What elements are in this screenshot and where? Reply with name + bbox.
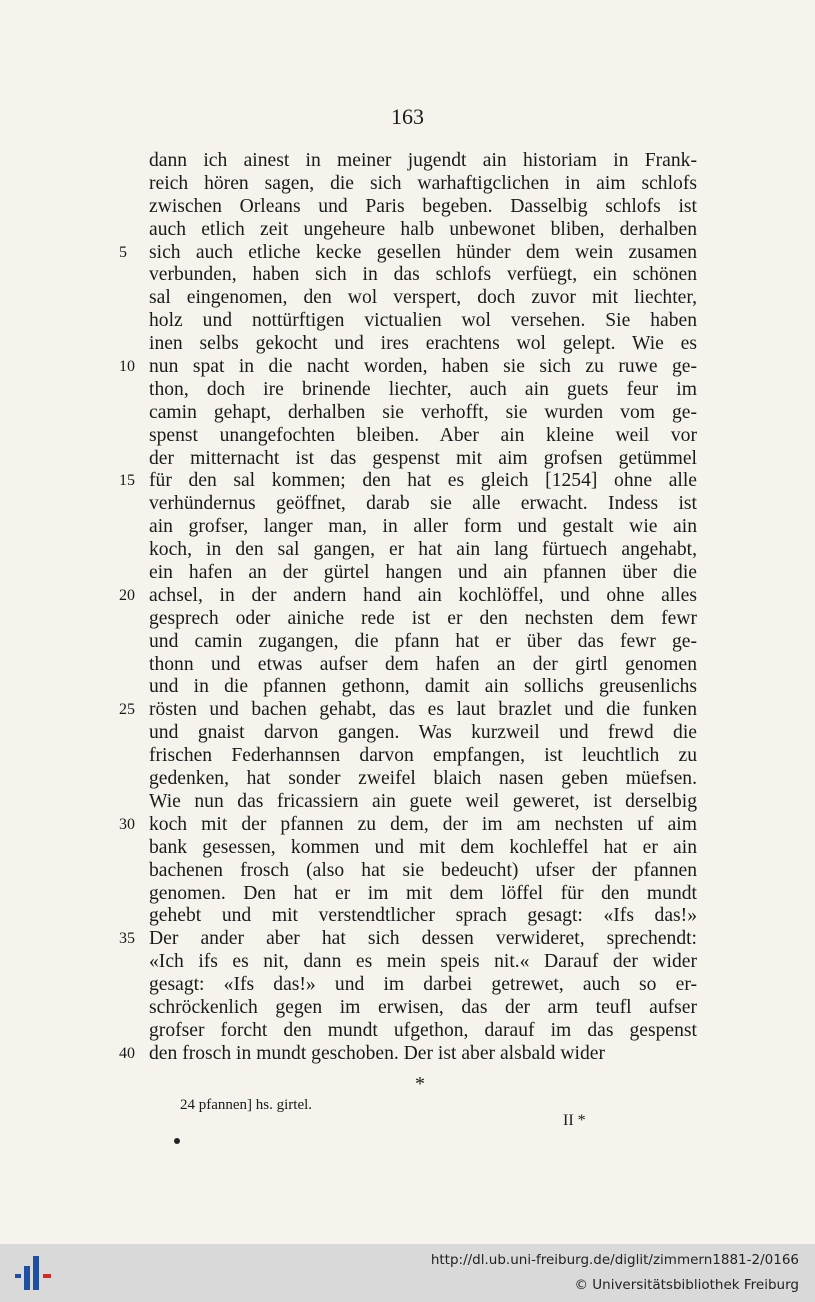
line-number: 20 bbox=[119, 586, 135, 604]
line-number: 25 bbox=[119, 701, 135, 719]
line-text: Wie nun das fricassiern ain guete weil gewеret, ist derselbig bbox=[149, 790, 697, 812]
text-line bbox=[149, 997, 697, 1020]
line-text: thon, doch ire brinende liechter, auch ain guets feur im bbox=[149, 378, 697, 400]
text-line bbox=[119, 928, 697, 951]
text-line bbox=[149, 860, 697, 883]
line-text: achsel, in der andern hand ain kochlöffel, und ohne alles bbox=[149, 584, 697, 606]
text-line bbox=[149, 1020, 697, 1043]
line-text: koch mit der pfannen zu dem, der im am nechsten uf aim bbox=[149, 813, 697, 835]
ink-speck bbox=[174, 1138, 180, 1144]
text-line bbox=[149, 333, 697, 356]
footnote: 24 pfannen] hs. girtel. bbox=[180, 1097, 313, 1113]
line-text: camin gehapt, derhalben sie verhofft, sie wurden vom ge- bbox=[149, 401, 697, 423]
text-line bbox=[119, 356, 697, 379]
text-line bbox=[149, 791, 697, 814]
text-line bbox=[149, 287, 697, 310]
footer-bar bbox=[0, 1244, 815, 1302]
text-line bbox=[149, 676, 697, 699]
text-line bbox=[149, 379, 697, 402]
text-line bbox=[149, 745, 697, 768]
text-line bbox=[149, 173, 697, 196]
text-line bbox=[149, 448, 697, 471]
line-text: und gnaist darvon gangen. Was kurzweil und frewd die bbox=[149, 722, 697, 744]
text-line bbox=[149, 196, 697, 219]
text-line bbox=[149, 883, 697, 906]
line-text: genomen. Den hat er im mit dem löffel für den mundt bbox=[149, 882, 697, 904]
text-line bbox=[149, 402, 697, 425]
text-line bbox=[119, 584, 697, 608]
text-line bbox=[149, 974, 697, 997]
text-line bbox=[149, 493, 697, 516]
line-text: gesprech oder ainiche rede ist er den nechsten dem fewr bbox=[149, 607, 697, 629]
text-line bbox=[149, 310, 697, 333]
line-text: sal eingenomen, den wol verspert, doch zuvor mit liechter, bbox=[149, 287, 697, 309]
line-text: schröckenlich gegen im erwisen, das der arm teufl aufser bbox=[149, 996, 697, 1018]
text-line bbox=[149, 562, 697, 585]
line-text: spenst unangefochten bleiben. Aber ain kleine weil vor bbox=[149, 424, 697, 446]
line-number: 10 bbox=[119, 358, 135, 376]
line-text: der mitternacht ist das gespenst mit aim grofsen getümmel bbox=[149, 447, 697, 469]
text-line bbox=[149, 150, 697, 173]
line-text: ain grofser, langer man, in aller form und gestalt wie ain bbox=[149, 516, 697, 538]
line-text: für den sal kommen; den hat es gleich [1254] ohne alle bbox=[149, 470, 697, 492]
line-text: gehebt und mit verstendtlicher sprach gesagt: «Ifs das!» bbox=[149, 905, 697, 927]
line-text: holz und nottürftigen victualien wol versehen. Sie haben bbox=[149, 310, 697, 332]
line-text: und camin zugangen, die pfann hat er über das fewr ge- bbox=[149, 630, 697, 652]
line-text: und in die pfannen gethonn, damit ain sollichs greusenlichs bbox=[149, 676, 697, 698]
line-number: 30 bbox=[119, 815, 135, 833]
line-text: rösten und bachen gehabt, das es laut brazlet und die funken bbox=[149, 699, 697, 721]
line-text: auch etlich zeit ungeheure halb unbewonet bliben, derhalben bbox=[149, 218, 697, 240]
line-text: zwischen Orleans und Paris begeben. Dasselbig schlofs ist bbox=[149, 195, 697, 217]
document-url-link[interactable]: http://dl.ub.uni-freiburg.de/diglit/zimmern1881-2/0166 bbox=[430, 1252, 799, 1268]
text-line bbox=[119, 813, 697, 837]
text-line bbox=[119, 241, 697, 265]
line-text: sich auch etliche kecke gesellen hünder dem wein zusamen bbox=[149, 241, 697, 263]
line-text: gesagt: «Ifs das!» und im darbei getrewet, auch so er- bbox=[149, 974, 697, 996]
text-line bbox=[149, 905, 697, 928]
text-line bbox=[149, 608, 697, 631]
line-text: nun spat in die nacht worden, haben sie sich zu ruwe ge- bbox=[149, 356, 697, 378]
line-text: Der ander aber hat sich dessen verwideret, sprechendt: bbox=[149, 928, 697, 950]
line-text: gedenken, hat sonder zweifel blaich nasen geben müefsen. bbox=[149, 768, 697, 790]
text-line bbox=[149, 837, 697, 860]
line-number: 35 bbox=[119, 930, 135, 948]
text-line bbox=[149, 539, 697, 562]
text-line bbox=[149, 219, 697, 242]
line-text: dann ich ainest in meiner jugendt ain historiam in Frank- bbox=[149, 150, 697, 171]
text-line bbox=[119, 1042, 697, 1066]
ub-freiburg-logo-icon bbox=[12, 1252, 54, 1294]
text-line bbox=[149, 631, 697, 654]
text-line bbox=[119, 470, 697, 493]
line-text: ein hafen an der gürtel hangen und ain pfannen über die bbox=[149, 562, 697, 584]
body-text bbox=[119, 150, 697, 1066]
text-line bbox=[149, 951, 697, 974]
star-mark: * bbox=[415, 1073, 425, 1095]
line-text: bachenen frosch (also hat sie bedeucht) ufser der pfannen bbox=[149, 859, 697, 881]
line-text: verbunden, haben sich in das schlofs verfüegt, ein schönen bbox=[149, 264, 697, 286]
line-text: grofser forcht den mundt ufgethon, darauf im das gespenst bbox=[149, 1019, 697, 1041]
line-text: frischen Federhannsen darvon empfangen, ist leuchtlich zu bbox=[149, 745, 697, 767]
line-text: verhündernus geöffnet, darab sie alle erwacht. Indess ist bbox=[149, 493, 697, 515]
text-line bbox=[149, 264, 697, 287]
line-text: bank gesessen, kommen und mit dem kochleffel hat er ain bbox=[149, 836, 697, 858]
line-text: den frosch in mundt geschoben. Der ist aber alsbald wider bbox=[149, 1042, 605, 1064]
text-line bbox=[119, 699, 697, 722]
line-text: inen selbs gekocht und ires erachtens wol gelept. Wie es bbox=[149, 333, 697, 355]
copyright-notice: © Universitätsbibliothek Freiburg bbox=[574, 1277, 799, 1293]
text-line bbox=[149, 768, 697, 791]
line-text: koch, in den sal gangen, er hat ain lang fürtuech angehabt, bbox=[149, 539, 697, 561]
signature-mark: II * bbox=[563, 1112, 586, 1129]
page-number: 163 bbox=[391, 104, 424, 129]
line-text: «Ich ifs es nit, dann es mein speis nit.« Darauf der wider bbox=[149, 951, 697, 973]
text-line bbox=[149, 722, 697, 745]
line-number: 5 bbox=[119, 243, 127, 261]
line-text: reich hören sagen, die sich warhaftigclichen in aim schlofs bbox=[149, 172, 697, 194]
line-number: 15 bbox=[119, 472, 135, 490]
line-text: thonn und etwas aufser dem hafen an der girtl genomen bbox=[149, 653, 697, 675]
line-number: 40 bbox=[119, 1044, 135, 1062]
text-line bbox=[149, 425, 697, 448]
text-line bbox=[149, 654, 697, 677]
text-line bbox=[149, 516, 697, 539]
